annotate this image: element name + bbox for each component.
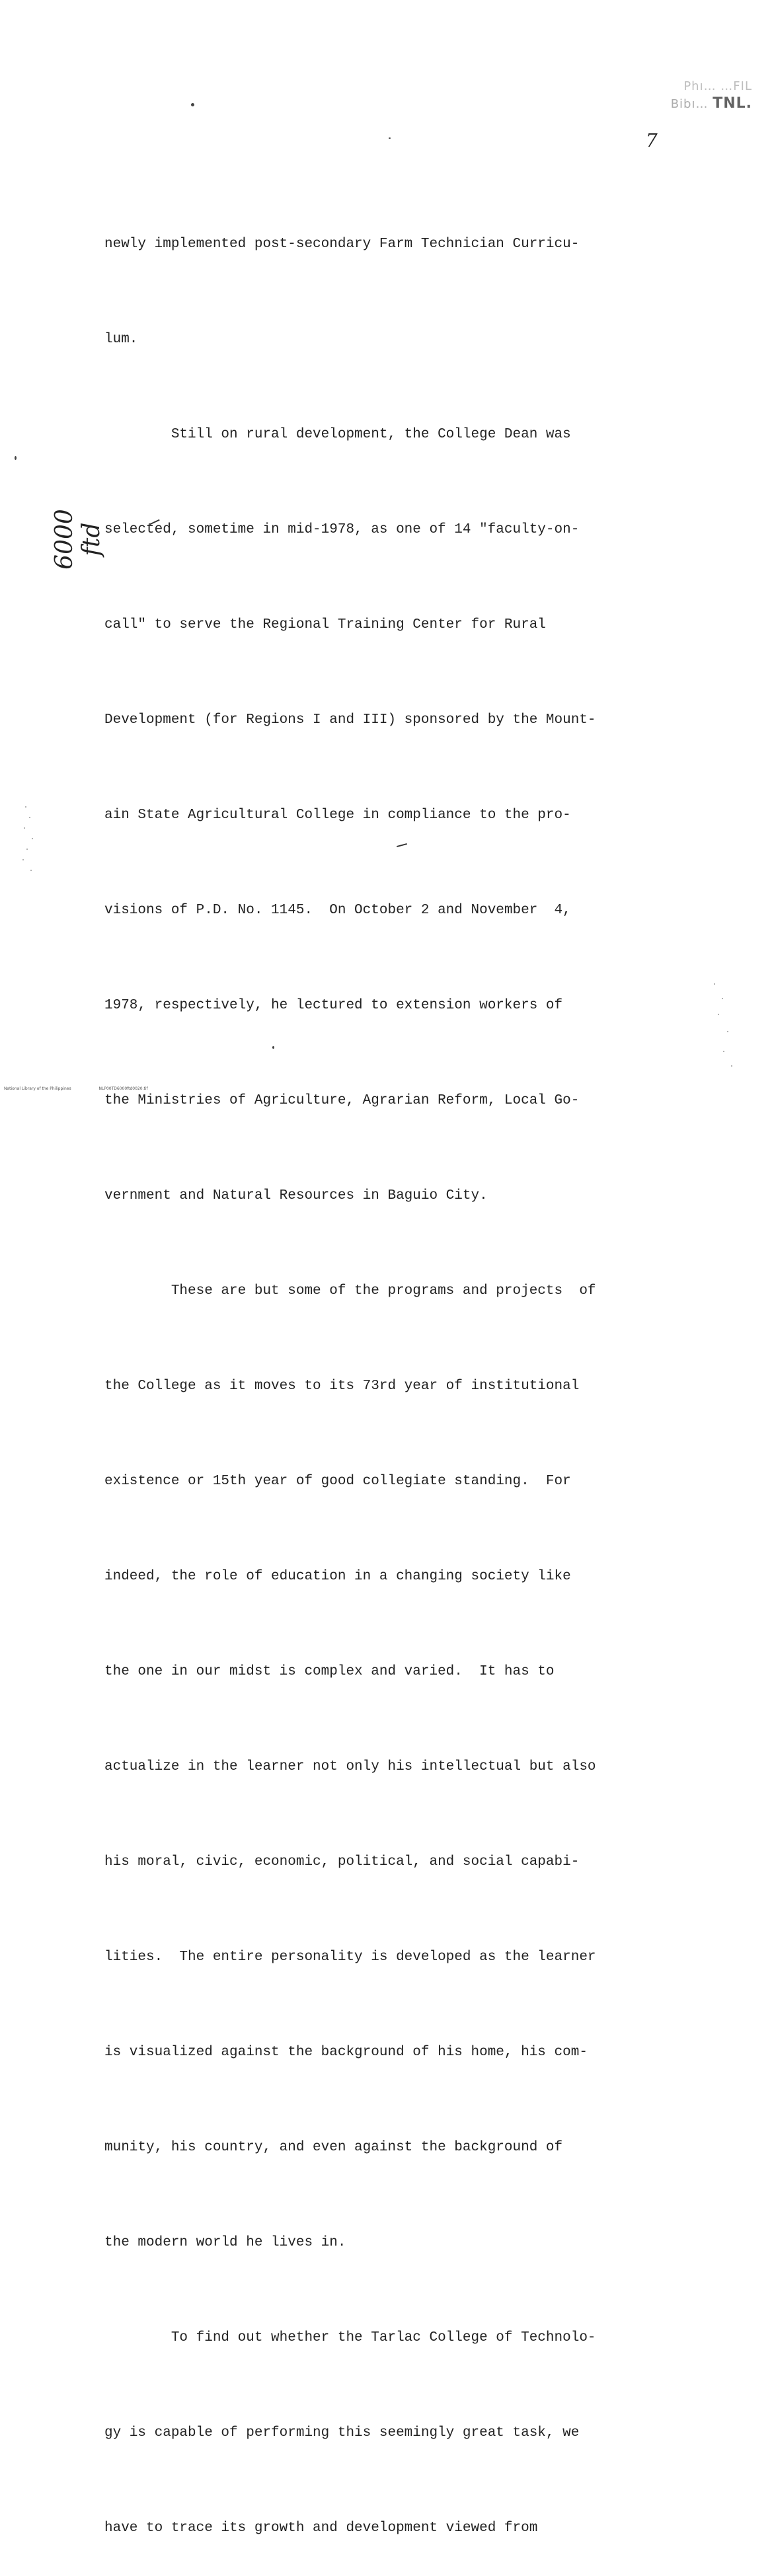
- body-line: 1978, respectively, he lectured to extension workers of: [104, 998, 563, 1013]
- body-line: gy is capable of performing this seemingly great task, we: [104, 2425, 580, 2441]
- stamp-line-2-faded: Bibı…: [670, 97, 709, 111]
- body-line: the one in our midst is complex and varied. It has to: [104, 1664, 555, 1679]
- body-line: have to trace its growth and development viewed from: [104, 2520, 538, 2536]
- body-line: the College as it moves to its 73rd year of institutional: [104, 1379, 580, 1394]
- body-line: visions of P.D. No. 1145. On October 2 and November 4,: [104, 903, 571, 918]
- body-line: his moral, civic, economic, political, and social capabi-: [104, 1854, 580, 1870]
- body-line: lities. The entire personality is developed as the learner: [104, 1950, 596, 1965]
- body-line: Development (for Regions I and III) sponsored by the Mount-: [104, 712, 596, 728]
- body-line: To find out whether the Tarlac College of Technolo-: [104, 2330, 596, 2345]
- body-line: actualize in the learner not only his intellectual but also: [104, 1759, 596, 1774]
- body-line: is visualized against the background of his home, his com-: [104, 2045, 588, 2060]
- scan-speck: [389, 137, 391, 139]
- stamp-line-1: Phı… …FIL: [683, 79, 752, 93]
- stamp-line-2-bold: TNL.: [713, 95, 752, 112]
- footer-file-id: NLP00TD6000ftd0020.tif: [98, 1086, 148, 1091]
- scan-speck: [191, 103, 194, 106]
- body-line: selected, sometime in mid-1978, as one of 14 "faculty-on-: [104, 522, 580, 537]
- document-body: [104, 165, 596, 2576]
- body-line: Still on rural development, the College Dean was: [104, 427, 571, 442]
- body-line: lum.: [104, 332, 138, 347]
- body-line: the modern world he lives in.: [104, 2235, 346, 2250]
- handwritten-margin-note: 6000 ftd: [51, 509, 105, 570]
- stamp-line-2: [521, 95, 752, 113]
- body-line: munity, his country, and even against the background of: [104, 2140, 563, 2155]
- footer-library: National Library of the Philippines: [4, 1086, 71, 1091]
- body-line: existence or 15th year of good collegiate standing. For: [104, 1474, 571, 1489]
- scan-footer: [4, 1086, 174, 1091]
- body-line: newly implemented post-secondary Farm Technician Curricu-: [104, 237, 580, 252]
- library-stamp: [521, 78, 752, 113]
- body-line: vernment and Natural Resources in Baguio City.: [104, 1188, 488, 1203]
- body-line: ain State Agricultural College in compliance to the pro-: [104, 808, 571, 823]
- body-line: call" to serve the Regional Training Center for Rural: [104, 617, 546, 632]
- scan-speck: [15, 456, 17, 460]
- body-line: indeed, the role of education in a changing society like: [104, 1569, 571, 1584]
- body-line: These are but some of the programs and projects of: [104, 1283, 596, 1299]
- body-line: the Ministries of Agriculture, Agrarian Reform, Local Go-: [104, 1093, 580, 1108]
- page-number: 7: [646, 130, 658, 151]
